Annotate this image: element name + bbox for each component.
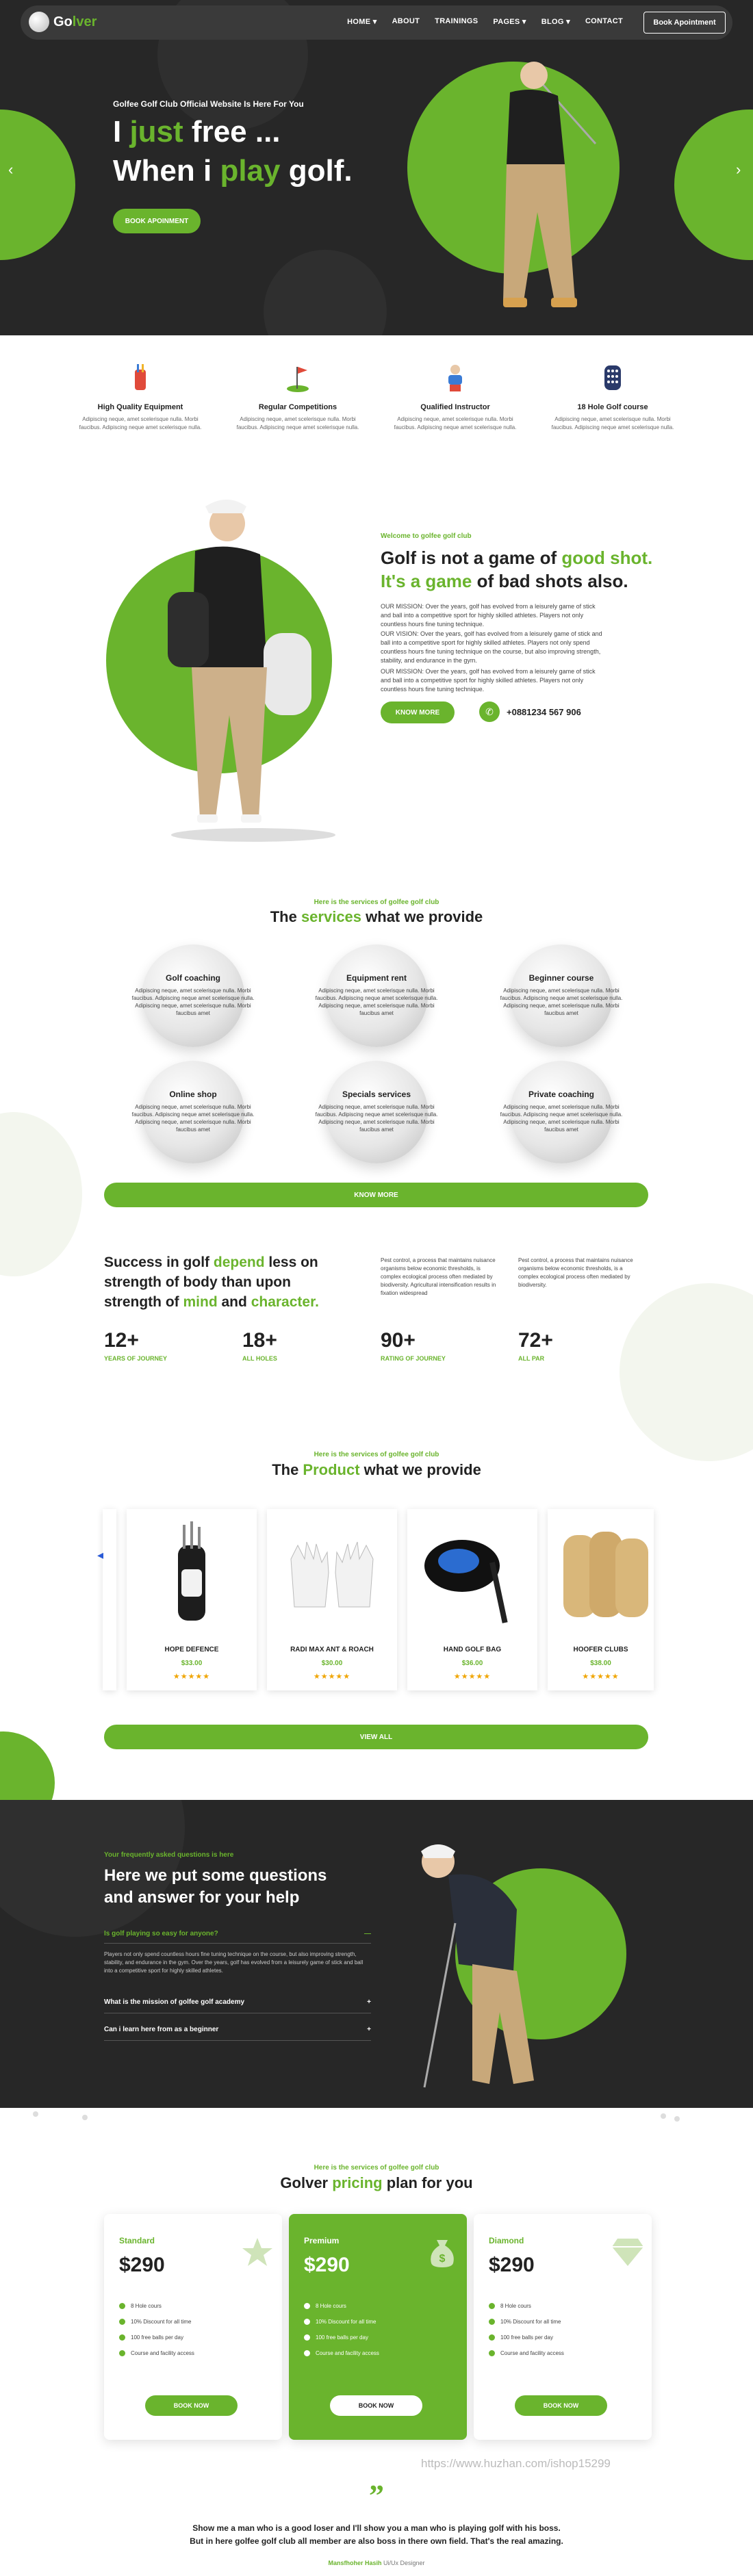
chevron-right-icon[interactable]: ›	[736, 161, 741, 178]
flag-icon	[283, 363, 313, 393]
stats-paragraph-1: Pest control, a process that maintains nuisance organisms below economic thresholds, is complex ecological process often mediated by biodiversity. Agricultural intensification results in fixation widespread	[381, 1257, 496, 1296]
hero-subtitle: Golfee Golf Club Official Website Is Here For You	[113, 99, 304, 109]
product-image-golf-bag	[127, 1509, 257, 1636]
golf-ball-icon	[29, 12, 49, 32]
phone-icon[interactable]: ✆	[479, 701, 500, 722]
stat-item: 12+ YEARS OF JOURNEY	[104, 1329, 168, 1362]
rating-stars: ★★★★★	[453, 1673, 492, 1681]
stat-item: 90+ RATING OF JOURNEY	[381, 1329, 446, 1362]
product-card[interactable]: HAND GOLF BAG $36.00 ★★★★★	[407, 1509, 537, 1690]
faq-item[interactable]: Can i learn here from as a beginner +	[104, 2026, 371, 2041]
services-know-more-button[interactable]: KNOW MORE	[104, 1183, 648, 1207]
stats-paragraph-2: Pest control, a process that maintains nuisance organisms below economic thresholds, is a complex ecological process often mediated by biodiversity.	[518, 1257, 633, 1288]
faq-section	[0, 1800, 753, 2108]
pricing-kicker: Here is the services of golfee golf club	[314, 2164, 439, 2172]
bg-circle	[620, 1283, 753, 1461]
testimonial-author: Mansfhoher Hasih Ui/Ux Designer	[328, 2560, 425, 2566]
faq-item-open[interactable]: Is golf playing so easy for anyone? —	[104, 1930, 371, 1944]
about-title: Golf is not a game of good shot. It's a game of bad shots also.	[381, 548, 653, 591]
service-card-specials-services[interactable]: Specials services Adipiscing neque, amet scelerisque nulla. Morbi faucibus. Adipiscing neque amet scelerisque nulla. Adipiscing neque, amet scelerisque nulla. Morbi faucibus amet	[325, 1061, 428, 1163]
nav-item-trainings[interactable]: TRAININGS	[435, 17, 478, 25]
nav-item-home[interactable]: HOME ▾	[347, 18, 377, 26]
tee-balls-row	[0, 2108, 753, 2135]
plus-icon: +	[367, 1998, 371, 2006]
golf-bag-icon	[125, 363, 155, 393]
main-nav	[347, 17, 623, 26]
plan-features: 8 Hole cours 10% Discount for all time 100 free balls per day Course and facility access	[119, 2303, 194, 2366]
pricing-card-standard: Standard $290 8 Hole cours 10% Discount for all time 100 free balls per day Course and facility access BOOK NOW	[104, 2214, 282, 2440]
faq-title: Here we put some questions and answer for your help	[104, 1866, 327, 1907]
quote-icon: ”	[369, 2479, 384, 2512]
instructor-icon	[440, 363, 470, 393]
star-icon	[241, 2236, 274, 2269]
golfer-with-bag-image	[103, 489, 356, 845]
service-card-equipment-rent[interactable]: Equipment rent Adipiscing neque, amet scelerisque nulla. Morbi faucibus. Adipiscing neque amet scelerisque nulla. Adipiscing neque, amet scelerisque nulla. Morbi faucibus amet	[325, 944, 428, 1047]
pricing-card-diamond: Diamond $290 8 Hole cours 10% Discount for all time 100 free balls per day Course and facility access BOOK NOW	[474, 2214, 652, 2440]
stats-heading: Success in golf depend less on strength of body than upon strength of mind and character.	[104, 1254, 319, 1310]
service-card-private-coaching[interactable]: Private coaching Adipiscing neque, amet scelerisque nulla. Morbi faucibus. Adipiscing neque amet scelerisque nulla. Adipiscing neque, amet scelerisque nulla. Morbi faucibus amet	[510, 1061, 613, 1163]
product-card[interactable]: RADI MAX ANT & ROACH $30.00 ★★★★★	[267, 1509, 397, 1690]
watermark-text: https://www.huzhan.com/ishop15299	[421, 2457, 611, 2470]
product-card[interactable]: HOPE DEFENCE $33.00 ★★★★★	[127, 1509, 257, 1690]
know-more-button[interactable]: KNOW MORE	[381, 701, 455, 723]
faq-answer: Players not only spend countless hours fine tuning technique on the course, but also improving strength, stability, and endurance in the gym. Over the years, golf has evolved from a leisurely game of stick and ball into a competitive sport for highly skilled athletes.	[104, 1951, 363, 1974]
hero-book-appointment-button[interactable]: BOOK APOINMENT	[113, 209, 201, 233]
book-now-button[interactable]: BOOK NOW	[515, 2395, 607, 2416]
products-title: The Product what we provide	[272, 1461, 481, 1478]
feature-card: Regular Competitions Adipiscing neque, amet scelerisque nulla. Morbi faucibus. Adipiscing neque amet scelerisque nulla.	[229, 363, 366, 432]
hero-section	[0, 0, 753, 335]
logo[interactable]	[29, 12, 97, 32]
nav-item-blog[interactable]: BLOG ▾	[541, 18, 570, 26]
product-image-club-covers	[548, 1509, 654, 1636]
about-vision: OUR VISION: Over the years, golf has evolved from a leisurely game of stick and ball into a competitive sport for highly skilled athletes. Players not only spend countless hours fine tuning technique on the course, but also improving strength, stability, and endurance in the gym.	[381, 630, 602, 664]
rating-stars: ★★★★★	[313, 1673, 351, 1681]
book-appointment-button[interactable]: Book Apointment	[643, 12, 726, 34]
diamond-icon	[611, 2237, 645, 2267]
feature-card: Qualified Instructor Adipiscing neque, amet scelerisque nulla. Morbi faucibus. Adipiscing neque amet scelerisque nulla.	[387, 363, 524, 432]
hero-right-green-circle	[674, 110, 753, 260]
logo-text: Golver	[53, 14, 97, 29]
feature-card: 18 Hole Golf course Adipiscing neque, amet scelerisque nulla. Morbi faucibus. Adipiscing neque amet scelerisque nulla.	[544, 363, 681, 432]
product-image-driver	[407, 1509, 537, 1636]
golfer-image	[438, 55, 616, 322]
faq-item[interactable]: What is the mission of golfee golf academy +	[104, 1998, 371, 2013]
about-kicker: Welcome to golfee golf club	[381, 532, 472, 540]
hero-left-green-circle	[0, 110, 75, 260]
nav-item-about[interactable]: ABOUT	[392, 17, 420, 25]
about-mission-2: OUR MISSION: Over the years, golf has evolved from a leisurely game of stick and ball into a competitive sport for highly skilled athletes. Players not only countless hours fine tuning technique.	[381, 668, 596, 693]
product-card-partial	[103, 1509, 116, 1690]
carousel-prev-icon[interactable]: ◂	[97, 1548, 104, 1562]
golfer-putting-image	[397, 1834, 596, 2108]
svg-text:$: $	[439, 2253, 446, 2265]
book-now-button[interactable]: BOOK NOW	[145, 2395, 238, 2416]
product-card[interactable]: HOOFER CLUBS $38.00 ★★★★★	[548, 1509, 654, 1690]
view-all-button[interactable]: VIEW ALL	[104, 1725, 648, 1749]
pricing-card-premium: Premium $290 $ 8 Hole cours 10% Discount for all time 100 free balls per day Course and facility access BOOK NOW	[289, 2214, 467, 2440]
product-image-gloves	[267, 1509, 397, 1636]
money-bag-icon	[426, 2236, 459, 2269]
pricing-title: Golver pricing plan for you	[280, 2174, 473, 2191]
phone-number[interactable]: +0881234 567 906	[507, 707, 581, 717]
rating-stars: ★★★★★	[582, 1673, 620, 1681]
plus-icon: +	[367, 2026, 371, 2033]
bg-circle	[0, 1112, 82, 1276]
about-mission: OUR MISSION: Over the years, golf has evolved from a leisurely game of stick and ball into a competitive sport for highly skilled athletes. Players not only countless hours fine tuning technique.	[381, 603, 596, 628]
stat-item: 18+ ALL HOLES	[242, 1329, 277, 1362]
service-card-beginner-course[interactable]: Beginner course Adipiscing neque, amet scelerisque nulla. Morbi faucibus. Adipiscing neque amet scelerisque nulla. Adipiscing neque, amet scelerisque nulla. Morbi faucibus amet	[510, 944, 613, 1047]
hero-title-line1: I just free ...	[113, 115, 281, 149]
faq-kicker: Your frequently asked questions is here	[104, 1851, 234, 1859]
services-kicker: Here is the services of golfee golf club	[314, 899, 439, 906]
hero-title-line2: When i play golf.	[113, 154, 353, 188]
service-card-golf-coaching[interactable]: Golf coaching Adipiscing neque, amet scelerisque nulla. Morbi faucibus. Adipiscing neque amet scelerisque nulla. Adipiscing neque, amet scelerisque nulla. Morbi faucibus amet	[142, 944, 244, 1047]
stat-item: 72+ ALL PAR	[518, 1329, 553, 1362]
feature-card: High Quality Equipment Adipiscing neque, amet scelerisque nulla. Morbi faucibus. Adipiscing neque amet scelerisque nulla.	[72, 363, 209, 432]
golf-course-icon	[598, 363, 628, 393]
services-title: The services what we provide	[270, 908, 483, 925]
navbar	[21, 5, 732, 40]
plan-features: 8 Hole cours 10% Discount for all time 100 free balls per day Course and facility access	[489, 2303, 564, 2366]
minus-icon: —	[364, 1930, 371, 1937]
nav-item-pages[interactable]: PAGES ▾	[493, 18, 526, 26]
rating-stars: ★★★★★	[173, 1673, 211, 1681]
testimonial-quote: Show me a man who is a good loser and I'll show you a man who is playing golf with his boss. But in here golfee golf club all member are also boss in there own field. That's the real amazing.	[190, 2523, 563, 2546]
service-card-online-shop[interactable]: Online shop Adipiscing neque, amet scelerisque nulla. Morbi faucibus. Adipiscing neque amet scelerisque nulla. Adipiscing neque, amet scelerisque nulla. Morbi faucibus amet	[142, 1061, 244, 1163]
products-kicker: Here is the services of golfee golf club	[314, 1451, 439, 1458]
plan-features: 8 Hole cours 10% Discount for all time 100 free balls per day Course and facility access	[304, 2303, 379, 2366]
hero-bg-circle	[264, 250, 387, 335]
book-now-button[interactable]: BOOK NOW	[330, 2395, 422, 2416]
nav-item-contact[interactable]: CONTACT	[585, 17, 623, 25]
chevron-left-icon[interactable]: ‹	[8, 161, 14, 178]
